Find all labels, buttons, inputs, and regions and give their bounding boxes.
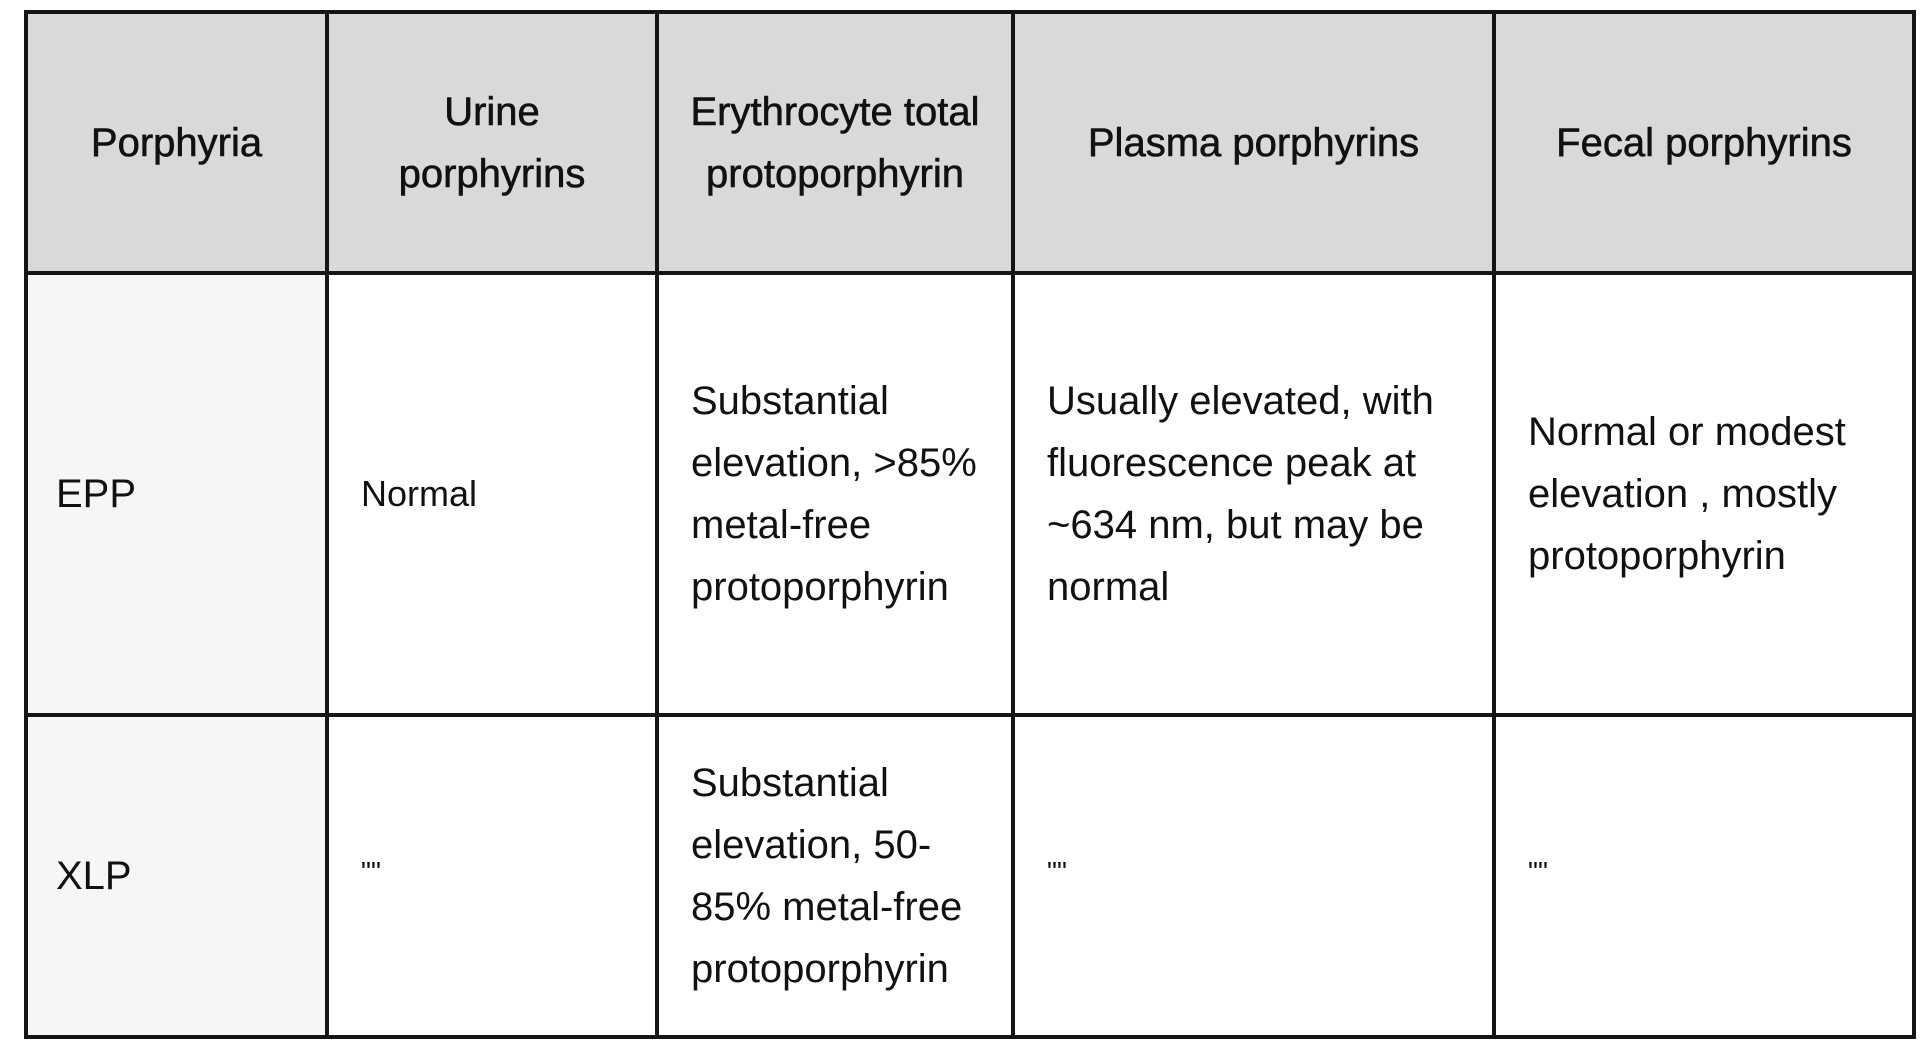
porphyria-table-container (24, 10, 1916, 1039)
ditto-mark: "" (1528, 856, 1548, 887)
cell-fecal-epp: Normal or modest elevation , mostly protoporphyrin (1494, 273, 1914, 715)
ditto-mark: "" (1047, 856, 1067, 887)
cell-plasma-xlp (1013, 715, 1494, 1037)
header-plasma-porphyrins: Plasma porphyrins (1013, 12, 1494, 273)
cell-plasma-epp: Usually elevated, with fluorescence peak at ~634 nm, but may be normal (1013, 273, 1494, 715)
cell-erythrocyte-epp: Substantial elevation, >85% metal-free protoporphyrin (657, 273, 1013, 715)
ditto-mark: "" (361, 856, 381, 887)
porphyria-comparison-table (24, 10, 1916, 1039)
cell-erythrocyte-xlp: Substantial elevation, 50-85% metal-free protoporphyrin (657, 715, 1013, 1037)
cell-urine-epp: Normal (327, 273, 657, 715)
header-row (26, 12, 1914, 273)
cell-urine-xlp (327, 715, 657, 1037)
table-row-epp (26, 273, 1914, 715)
table-row-xlp (26, 715, 1914, 1037)
cell-porphyria-xlp: XLP (26, 715, 327, 1037)
header-erythrocyte-protoporphyrin: Erythrocyte total protoporphyrin (657, 12, 1013, 273)
cell-fecal-xlp (1494, 715, 1914, 1037)
header-fecal-porphyrins: Fecal porphyrins (1494, 12, 1914, 273)
cell-porphyria-epp: EPP (26, 273, 327, 715)
header-porphyria: Porphyria (26, 12, 327, 273)
header-urine-porphyrins: Urine porphyrins (327, 12, 657, 273)
